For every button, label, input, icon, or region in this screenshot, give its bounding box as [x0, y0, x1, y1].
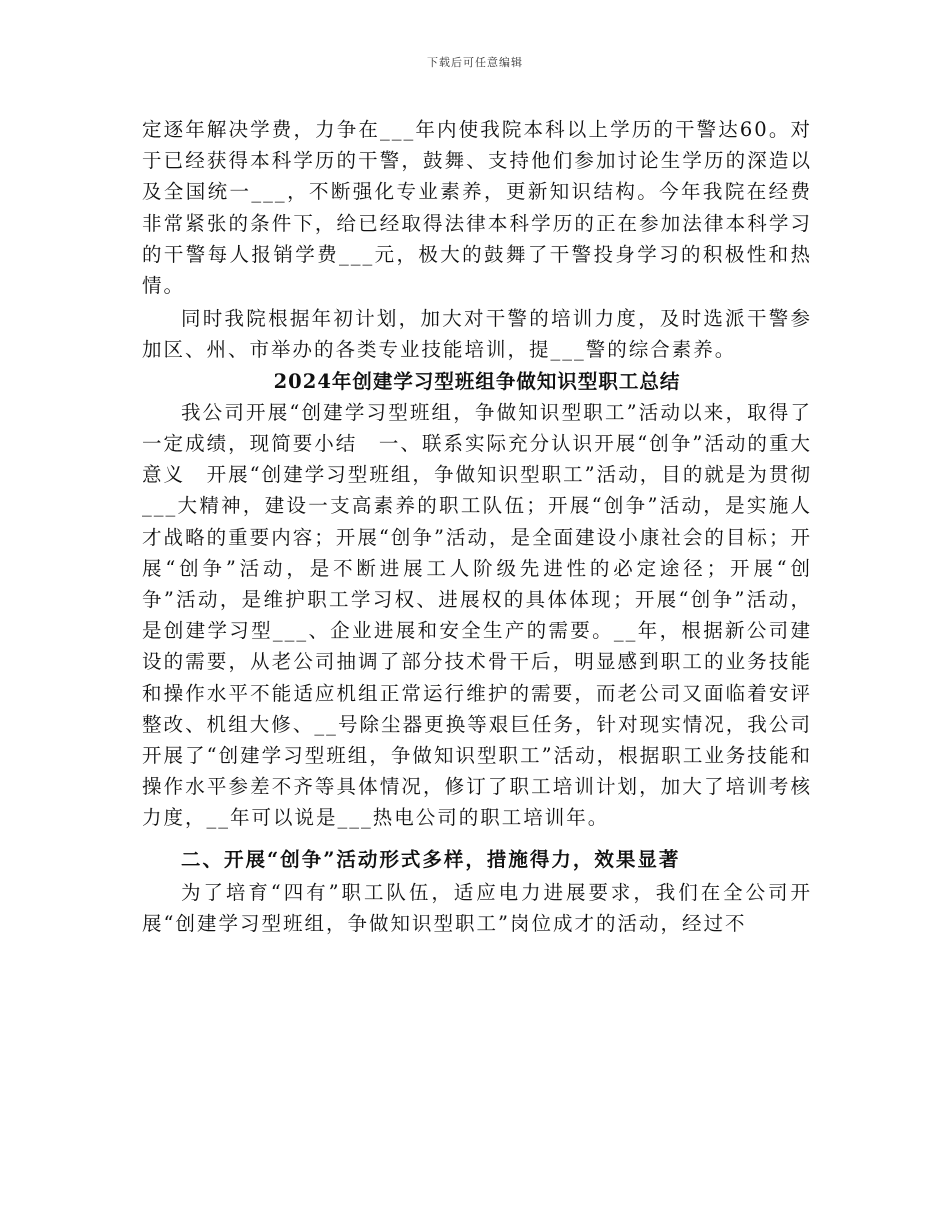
paragraph-training: 同时我院根据年初计划，加大对干警的培训力度，及时选派干警参加区、州、市举办的各类专业技能培训，提___警的综合素养。 — [142, 307, 812, 362]
paragraph-activities: 为了培育“四有”职工队伍，适应电力进展要求，我们在全公司开展“创建学习型班组，争做知识型职工”岗位成才的活动，经过不 — [142, 880, 812, 936]
page-header: 下载后可任意编辑 — [427, 56, 523, 69]
document-title: 2024年创建学习型班组争做知识型职工总结 — [273, 369, 681, 393]
paragraph-tuition: 定逐年解决学费，力争在___年内使我院本科以上学历的干警达60。对于已经获得本科学历的干警，鼓舞、支持他们参加讨论生学历的深造以及全国统一___，不断强化专业素养，更新知识结构。今年我院在经费非常紧张的条件下，给已经取得法律本科学历的正在参加法律本科学习的干警每人报销学费___元，极大的鼓舞了干警投身学习的积极性和热情。 — [142, 118, 812, 298]
paragraph-summary: 我公司开展“创建学习型班组，争做知识型职工”活动以来，取得了一定成绩，现简要小结 一、联系实际充分认识开展“创争”活动的重大意义 开展“创建学习型班组，争做知识型职工”活动，目的就是为贯彻___大精神，建设一支高素养的职工队伍；开展“创争”活动，是实施人才战略的重要内容；开展“创争”活动，是全面建设小康社会的目标；开展“创争”活动，是不断进展工人阶级先进性的必定途径；开展“创争”活动，是维护职工学习权、进展权的具体体现；开展“创争”活动，是创建学习型___、企业进展和安全生产的需要。__年，根据新公司建设的需要，从老公司抽调了部分技术骨干后，明显感到职工的业务技能和操作水平不能适应机组正常运行维护的需要，而老公司又面临着安评整改、机组大修、__号除尘器更换等艰巨任务，针对现实情况，我公司开展了“创建学习型班组，争做知识型职工”活动，根据职工业务技能和操作水平参差不齐等具体情况，修订了职工培训计划，加大了培训考核力度，__年可以说是___热电公司的职工培训年。 — [142, 400, 812, 830]
document-body — [142, 114, 812, 939]
section-heading: 二、开展“创争”活动形式多样，措施得力，效果显著 — [181, 847, 681, 871]
